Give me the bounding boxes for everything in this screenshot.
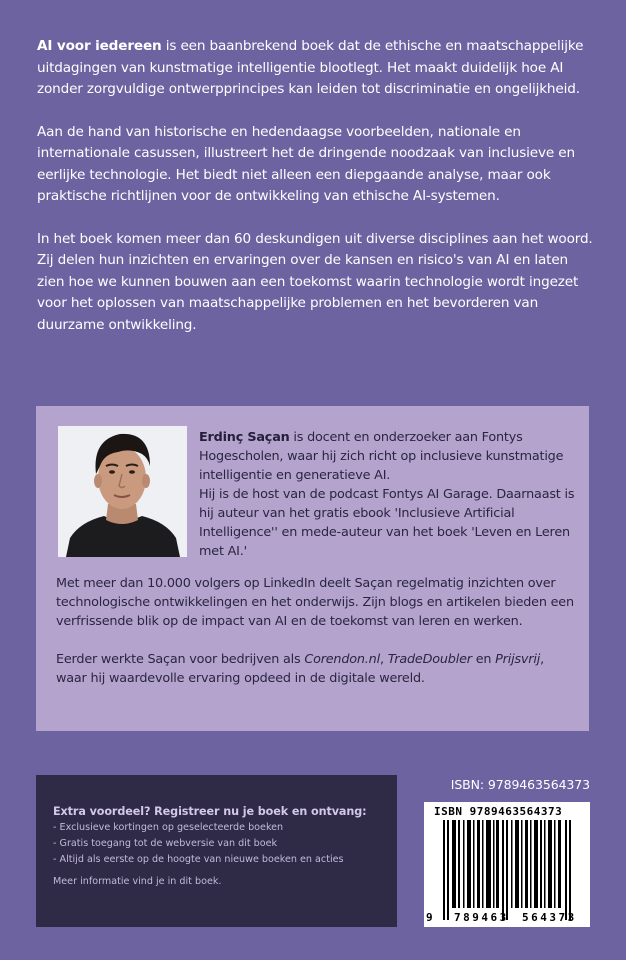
description-paragraph-2: Aan de hand van historische en hedendaagse voorbeelden, nationale en internationale casussen, illustreert het de dringende noodzaak van inclusieve en eerlijke technologie. Het biedt niet alleen een diepgaande analyse, maar ook praktische richtlijnen voor de ontwikkeling van ethische AI-systemen.	[37, 123, 575, 204]
barcode-right-digits: 564373	[522, 911, 577, 924]
author-photo	[58, 426, 187, 557]
promo-benefit-item: - Gratis toegang tot de webversie van dit boek	[53, 838, 278, 849]
company-prijsvrij: Prijsvrij	[495, 652, 541, 667]
author-bio-body	[56, 574, 576, 707]
promo-title: Extra voordeel? Registreer nu je boek en ontvang:	[53, 805, 367, 818]
description-paragraph-1	[37, 36, 597, 101]
author-name: Erdinç Saçan	[199, 430, 290, 445]
barcode-isbn-text: ISBN 9789463564373	[434, 805, 563, 818]
registration-promo-box	[36, 775, 397, 927]
author-portrait-icon	[58, 426, 187, 557]
author-intro-text-2: Hij is de host van de podcast Fontys AI Garage. Daarnaast is hij auteur van het gratis ebook 'Inclusieve Artificial Intelligence'' en mede-auteur van het boek 'Leven en Leren met AI.'	[199, 487, 575, 559]
bio-lead-text: Eerder werkte Saçan voor bedrijven als	[56, 652, 305, 667]
isbn-label: ISBN: 9789463564373	[450, 777, 590, 792]
description-text-1: is een baanbrekend boek dat de ethische en maatschappelijke uitdagingen van kunstmatige intelligentie blootlegt. Het maakt duidelijk hoe AI zonder zorgvuldige ontwerpprincipes kan leiden tot discriminatie en ongelijkheid.	[37, 38, 584, 97]
author-bio-panel	[36, 406, 589, 731]
bio-separator: en	[471, 652, 496, 667]
barcode-bars-icon	[433, 820, 581, 920]
promo-benefit-item: - Exclusieve kortingen op geselecteerde boeken	[53, 822, 284, 833]
barcode-first-digit: 9	[426, 911, 433, 924]
bio-separator: ,	[379, 652, 388, 667]
bio-tail-text: , waar hij waardevolle ervaring opdeed in de digitale wereld.	[56, 652, 544, 686]
book-description	[37, 36, 597, 357]
description-paragraph-3: In het boek komen meer dan 60 deskundigen uit diverse disciplines aan het woord. Zij delen hun inzichten en ervaringen over de kansen en risico's van AI en laten zien hoe we kunnen bouwen aan een toekomst waarin technologie wordt ingezet voor het oplossen van maatschappelijke problemen en het bevorderen van duurzame ontwikkeling.	[37, 230, 593, 333]
promo-benefits-list	[53, 820, 397, 868]
author-intro-text: is docent en onderzoeker aan Fontys Hogescholen, waar hij zich richt op inclusieve kunstmatige intelligentie en generatieve AI.	[199, 430, 564, 483]
author-bio-paragraph-3	[56, 650, 576, 688]
author-intro	[199, 428, 579, 561]
company-tradedoubler: TradeDoubler	[387, 652, 472, 667]
book-title-emphasis: AI voor iedereen	[37, 38, 162, 54]
barcode-left-digits: 789463	[454, 911, 509, 924]
barcode-digits	[426, 911, 586, 924]
promo-benefit-item: - Altijd als eerste op de hoogte van nieuwe boeken en acties	[53, 854, 344, 865]
company-corendon: Corendon.nl	[304, 652, 380, 667]
isbn-barcode	[424, 802, 590, 927]
promo-footer: Meer informatie vind je in dit boek.	[53, 876, 222, 887]
author-bio-paragraph-2: Met meer dan 10.000 volgers op LinkedIn deelt Saçan regelmatig inzichten over technologische ontwikkelingen en het onderwijs. Zijn blogs en artikelen bieden een verfrissende blik op de impact van AI en de toekomst van leren en werken.	[56, 576, 574, 629]
